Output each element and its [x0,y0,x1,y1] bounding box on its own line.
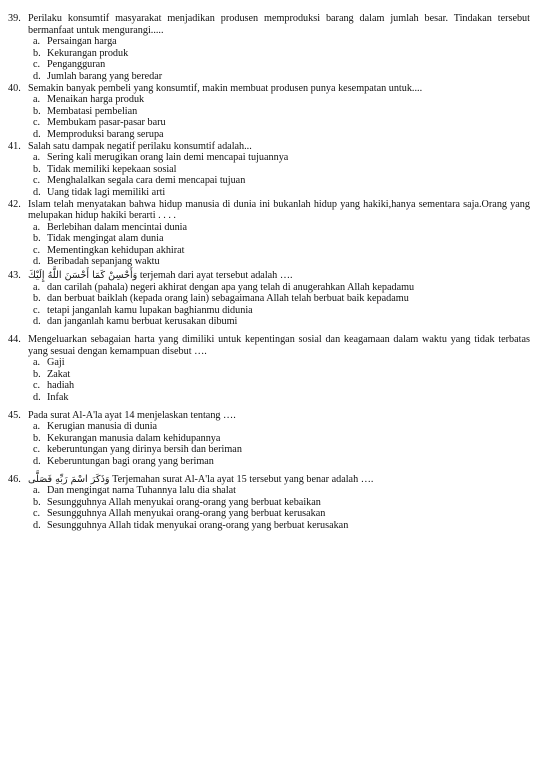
arabic-verse: وَذَكَرَ اسْمَ رَبِّهِ فَصَلَّى [28,473,110,485]
question-number: 45. [8,409,21,421]
option-text: Sering kali merugikan orang lain demi mencapai tujuannya [47,152,289,164]
option-list [28,94,530,140]
option-text: Dan mengingat nama Tuhannya lalu dia shalat [47,485,236,497]
option-list [28,36,530,82]
option-text: Berlebihan dalam mencintai dunia [47,221,188,233]
option-c[interactable] [33,245,530,257]
question-45 [8,410,530,468]
option-text: Membukam pasar-pasar baru [47,117,166,129]
option-list [28,485,530,531]
option-list [28,152,530,198]
option-text: Zakat [47,368,71,380]
question-41 [8,141,530,199]
option-letter: a. [33,152,41,164]
option-list [28,222,530,268]
option-d[interactable] [33,187,530,199]
arabic-verse: وَأَحْسِنْ كَمَا أَحْسَنَ اللَّهُ إِلَيْكَ [28,270,138,282]
option-letter: b. [33,368,41,380]
option-list [28,357,530,403]
question-text: Perilaku konsumtif masyarakat menjadikan produsen memproduksi barang dalam jumlah besar. Tindakan tersebut bermanfaat untuk mengurangi..... [28,13,530,36]
option-text: Infak [47,392,69,403]
question-number: 41. [8,140,21,152]
option-b[interactable] [33,497,530,509]
option-letter: a. [33,485,41,497]
option-text: Kekurangan manusia dalam kehidupannya [47,432,221,444]
option-letter: a. [33,357,41,369]
option-text: Sesungguhnya Allah menyukai orang-orang yang berbuat kebaikan [47,496,321,508]
question-43 [8,270,530,328]
option-c[interactable] [33,59,530,71]
option-text: keberuntungan yang dirinya bersih dan beriman [47,444,242,456]
option-text: Menaikan harga produk [47,94,145,106]
option-letter: a. [33,94,41,106]
option-list [28,421,530,467]
option-text: tetapi janganlah kamu lupakan baghianmu didunia [47,304,253,316]
option-letter: a. [33,221,41,233]
option-text: Persaingan harga [47,36,117,48]
option-letter: b. [33,293,41,305]
option-letter: d. [33,455,41,467]
question-prompt: terjemah dari ayat tersebut adalah …. [139,270,293,282]
option-d[interactable] [33,456,530,468]
option-text: Sesungguhnya Allah menyukai orang-orang yang berbuat kerusakan [47,508,326,520]
option-text: Memproduksi barang serupa [47,128,164,140]
option-letter: b. [33,233,41,245]
option-letter: c. [33,304,41,316]
option-a[interactable] [33,357,530,369]
option-letter: c. [33,175,41,187]
option-c[interactable] [33,508,530,520]
option-a[interactable] [33,94,530,106]
question-text: Mengeluarkan sebagaian harta yang dimiliki untuk kepentingan sosial dan keagamaan dalam waktu yang tidak terbatas yang sesuai dengan kemampuan disebut …. [28,334,530,357]
option-letter: b. [33,432,41,444]
option-text: Mementingkan kehidupan akhirat [47,244,185,256]
question-text: Salah satu dampak negatif perilaku konsumtif adalah... [28,140,252,152]
option-text: Kekurangan produk [47,47,129,59]
option-b[interactable] [33,233,530,245]
question-40 [8,83,530,141]
question-number: 39. [8,13,21,24]
question-42 [8,199,530,269]
question-text: Islam telah menyatakan bahwa hidup manusia di dunia ini bukanlah hidup yang hakiki,hanya sementara saja.Orang yang melupakan hidup hakiki berarti . . . . [28,198,530,222]
option-letter: c. [33,508,41,520]
option-text: Jumlah barang yang beredar [47,70,163,82]
question-text [28,474,530,486]
option-b[interactable] [33,433,530,445]
option-text: Beribadah sepanjang waktu [47,256,160,268]
option-letter: c. [33,244,41,256]
option-text: Tidak memiliki kepekaan sosial [47,163,177,175]
option-d[interactable] [33,316,530,328]
option-letter: d. [33,70,41,82]
option-text: hadiah [47,380,75,392]
option-text: Keberuntungan bagi orang yang beriman [47,455,214,467]
question-number: 42. [8,198,21,210]
option-letter: d. [33,316,41,328]
option-b[interactable] [33,164,530,176]
option-text: Uang tidak lagi memiliki arti [47,186,166,198]
option-letter: c. [33,380,41,392]
option-c[interactable] [33,444,530,456]
option-text: Sesungguhnya Allah tidak menyukai orang-orang yang berbuat kerusakan [47,519,349,531]
option-letter: d. [33,392,41,403]
option-letter: c. [33,117,41,129]
option-letter: d. [33,519,41,531]
option-c[interactable] [33,380,530,392]
question-number: 40. [8,82,21,94]
option-d[interactable] [33,256,530,268]
option-b[interactable] [33,106,530,118]
option-text: Pengangguran [47,59,106,71]
question-prompt: Terjemahan surat Al-A'la ayat 15 tersebut yang benar adalah …. [112,473,374,485]
option-text: Gaji [47,357,65,369]
option-a[interactable] [33,36,530,48]
option-c[interactable] [33,175,530,187]
option-c[interactable] [33,305,530,317]
option-d[interactable] [33,392,530,404]
option-d[interactable] [33,129,530,141]
option-b[interactable] [33,293,530,305]
option-c[interactable] [33,117,530,129]
option-text: Menghalalkan segala cara demi mencapai tujuan [47,175,246,187]
option-list [28,282,530,328]
option-letter: d. [33,128,41,140]
option-a[interactable] [33,282,530,294]
question-44 [8,334,530,404]
option-text: Kerugian manusia di dunia [47,421,158,433]
question-text [28,270,530,282]
option-letter: a. [33,36,41,48]
option-letter: d. [33,256,41,268]
option-text: Membatasi pembelian [47,105,138,117]
option-text: dan carilah (pahala) negeri akhirat dengan apa yang telah di anugerahkan Allah kepadamu [47,281,415,293]
question-46 [8,474,530,532]
option-b[interactable] [33,369,530,381]
option-letter: b. [33,47,41,59]
option-b[interactable] [33,48,530,60]
option-letter: c. [33,444,41,456]
option-letter: c. [33,59,41,71]
option-a[interactable] [33,485,530,497]
option-letter: b. [33,163,41,175]
option-text: dan janganlah kamu berbuat kerusakan dibumi [47,316,238,328]
option-a[interactable] [33,152,530,164]
option-a[interactable] [33,222,530,234]
question-number: 46. [8,473,21,485]
question-39 [8,13,530,83]
option-letter: b. [33,105,41,117]
question-text: Pada surat Al-A'la ayat 14 menjelaskan tentang …. [28,409,236,421]
option-letter: a. [33,421,41,433]
option-a[interactable] [33,421,530,433]
question-text: Semakin banyak pembeli yang konsumtif, makin membuat produsen punya kesempatan untuk.... [28,82,423,94]
option-letter: a. [33,281,41,293]
question-number: 43. [8,270,21,282]
option-letter: d. [33,186,41,198]
option-d[interactable] [33,520,530,532]
question-number: 44. [8,334,21,346]
option-text: Tidak mengingat alam dunia [47,233,164,245]
option-letter: b. [33,496,41,508]
option-text: dan berbuat baiklah (kepada orang lain) sebagaimana Allah telah berbuat baik kepadamu [47,293,409,305]
option-d[interactable] [33,71,530,83]
